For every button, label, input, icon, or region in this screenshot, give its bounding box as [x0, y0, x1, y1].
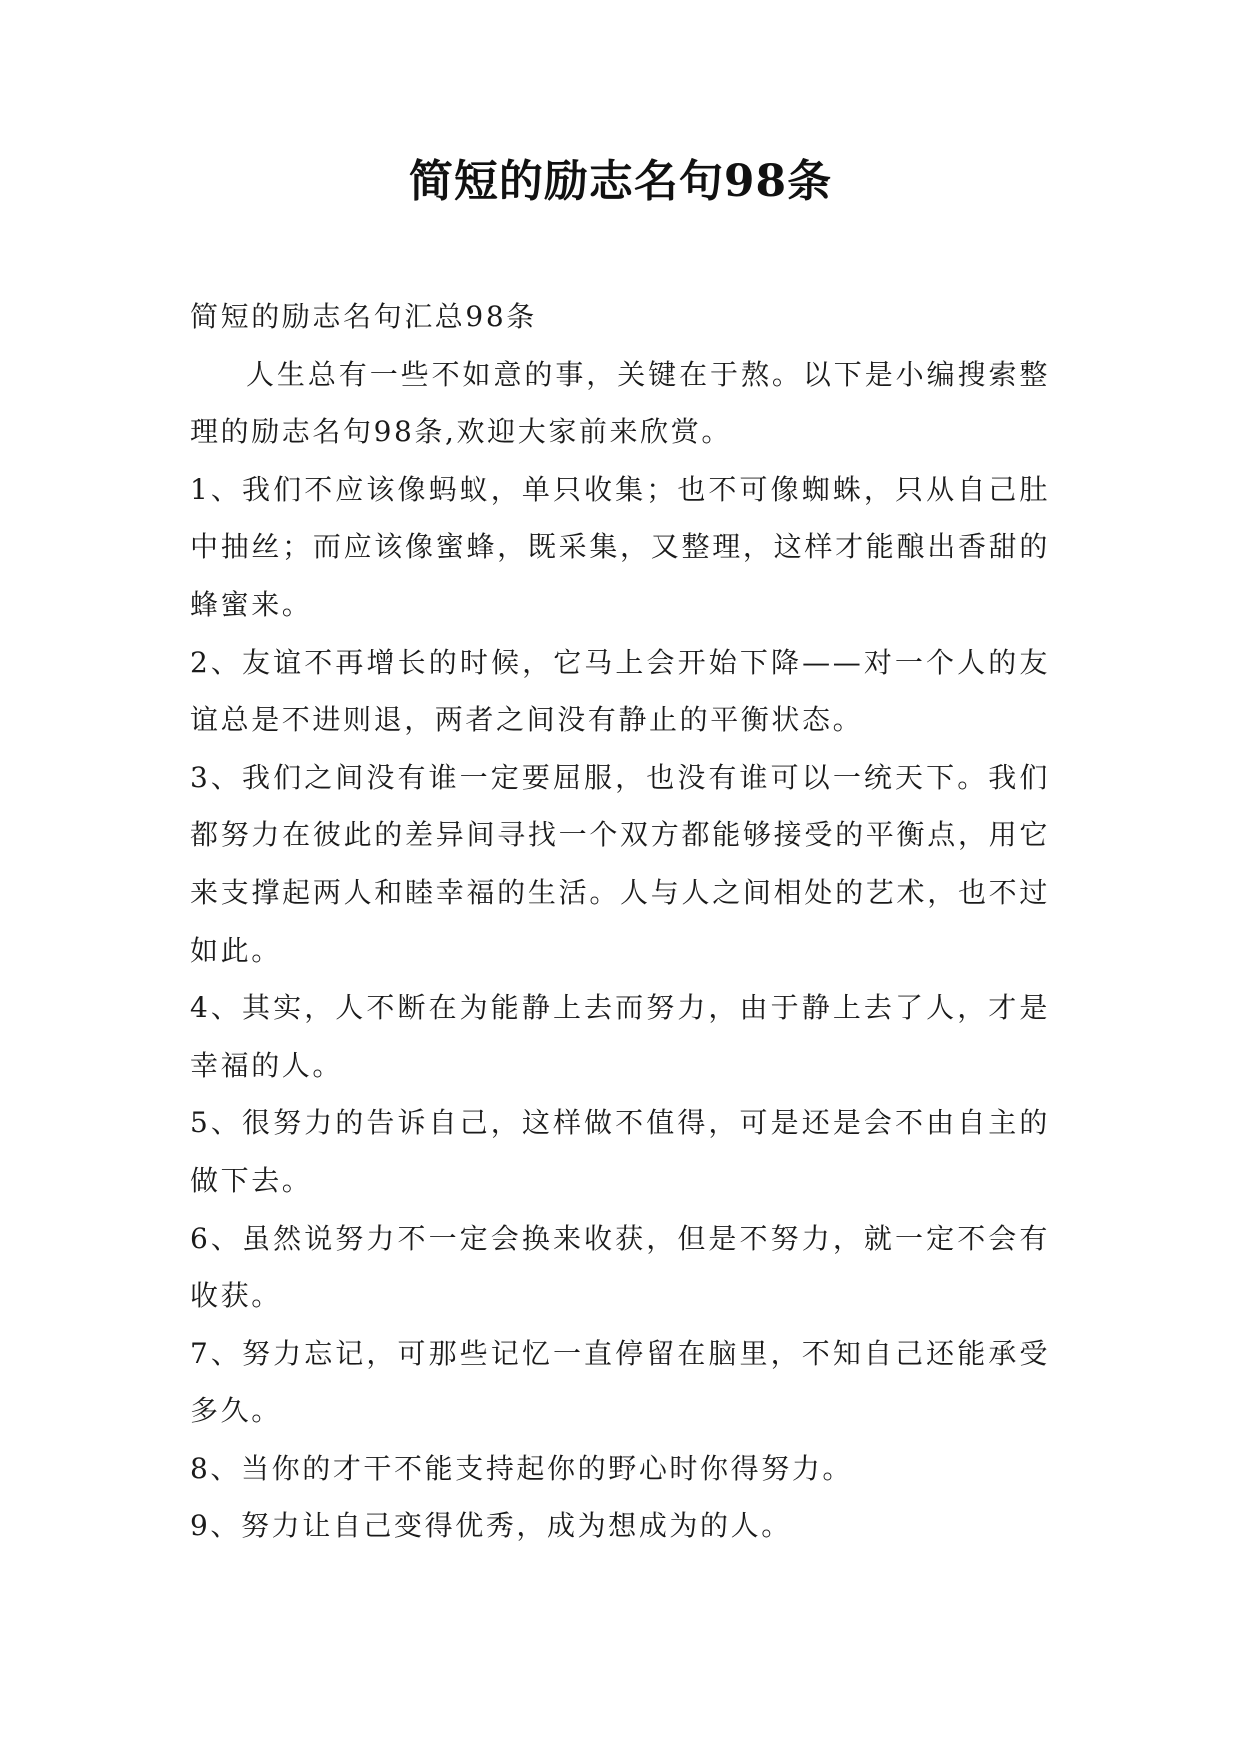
intro-paragraph: 人生总有一些不如意的事，关键在于熬。以下是小编搜索整理的励志名句98条,欢迎大家前来欣赏。	[190, 357, 1050, 449]
list-item: 5、很努力的告诉自己，这样做不值得，可是还是会不由自主的做下去。	[190, 1106, 1050, 1197]
document-subtitle: 简短的励志名句汇总98条	[190, 300, 537, 333]
list-item: 3、我们之间没有谁一定要屈服，也没有谁可以一统天下。我们都努力在彼此的差异间寻找一个双方都能够接受的平衡点，用它来支撑起两人和睦幸福的生活。人与人之间相处的艺术，也不过如此。	[190, 760, 1050, 967]
list-item: 7、努力忘记，可那些记忆一直停留在脑里，不知自己还能承受多久。	[190, 1336, 1050, 1428]
list-item: 8、当你的才干不能支持起你的野心时你得努力。	[190, 1451, 854, 1485]
document-body	[190, 288, 1050, 1555]
document-title: 简短的励志名句98条	[408, 156, 833, 207]
list-item: 4、其实，人不断在为能静上去而努力，由于静上去了人，才是幸福的人。	[190, 991, 1050, 1082]
list-item: 2、友谊不再增长的时候，它马上会开始下降——对一个人的友谊总是不进则退，两者之间没有静止的平衡状态。	[190, 645, 1050, 737]
list-item: 6、虽然说努力不一定会换来收获，但是不努力，就一定不会有收获。	[190, 1221, 1050, 1313]
list-item: 9、努力让自己变得优秀，成为想成为的人。	[190, 1509, 792, 1543]
list-item: 1、我们不应该像蚂蚁，单只收集；也不可像蜘蛛，只从自己肚中抽丝；而应该像蜜蜂，既采集，又整理，这样才能酿出香甜的蜂蜜来。	[190, 472, 1050, 621]
